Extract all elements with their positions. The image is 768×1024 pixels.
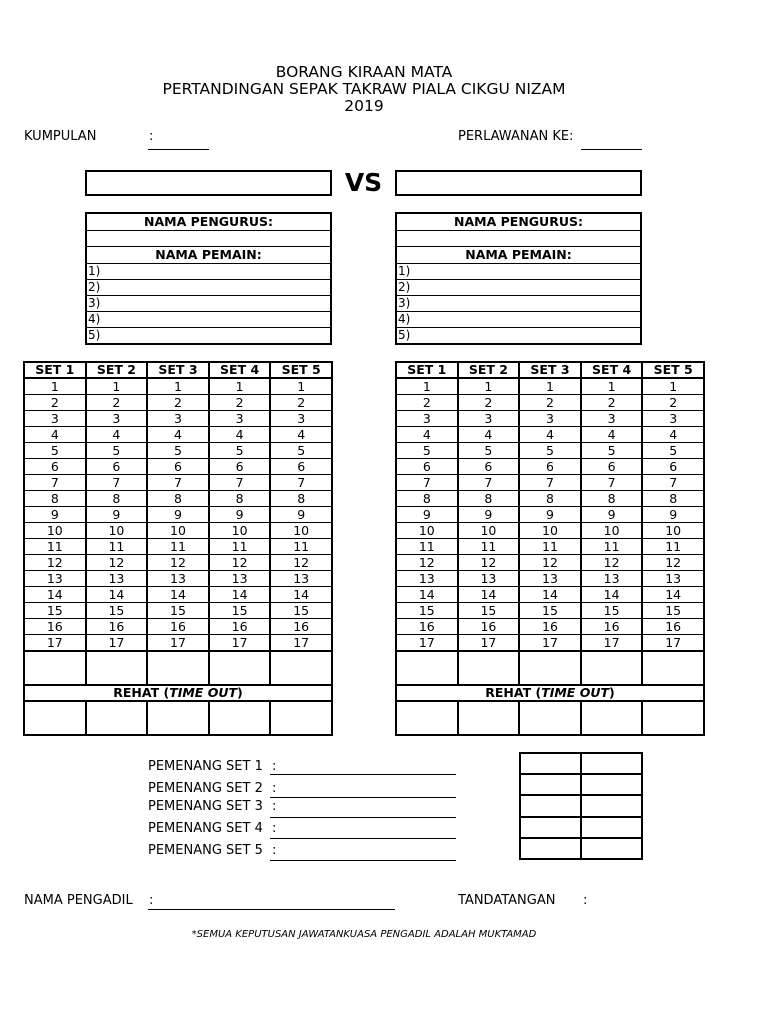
set-5-point-16: 16 (643, 619, 703, 634)
set-2-point-4: 4 (459, 427, 519, 442)
set-5-winner-label: PEMENANG SET 5 (148, 843, 263, 858)
player-slot-2: 2) (397, 280, 640, 295)
set-2-point-17: 17 (459, 635, 519, 650)
set-4-point-11: 11 (582, 539, 642, 554)
team-b-panel (395, 212, 642, 345)
set-2-point-10: 10 (87, 523, 147, 538)
result-cell (521, 754, 580, 773)
group-colon: : (149, 129, 154, 144)
set-5-point-13: 13 (271, 571, 331, 586)
set-result-grid (519, 752, 643, 860)
tournament-name: PERTANDINGAN SEPAK TAKRAW PIALA CIKGU NIZAM (162, 80, 566, 98)
set-4-point-6: 6 (210, 459, 270, 474)
set-1-winner-line (270, 774, 456, 775)
set-3-winner-colon: : (272, 799, 277, 814)
set-1-point-4: 4 (25, 427, 85, 442)
versus-label: VS (344, 168, 383, 197)
set-3-point-6: 6 (520, 459, 580, 474)
set-1-point-4: 4 (397, 427, 457, 442)
set-4-point-11: 11 (210, 539, 270, 554)
set-2-point-10: 10 (459, 523, 519, 538)
set-3-score-box (520, 652, 580, 684)
set-3-time-out-box (148, 702, 208, 734)
set-1-point-9: 9 (25, 507, 85, 522)
set-5-point-10: 10 (643, 523, 703, 538)
set-4-time-out-box (582, 702, 642, 734)
player-slot-1: 1) (87, 264, 330, 279)
set-2-time-out-box (87, 702, 147, 734)
set-1-point-5: 5 (25, 443, 85, 458)
set-3-point-12: 12 (520, 555, 580, 570)
set-2-score-box (459, 652, 519, 684)
set-5-point-17: 17 (643, 635, 703, 650)
set-4-winner-label: PEMENANG SET 4 (148, 821, 263, 836)
set-2-point-7: 7 (87, 475, 147, 490)
set-4-point-13: 13 (210, 571, 270, 586)
set-3-point-13: 13 (520, 571, 580, 586)
set-4-point-16: 16 (210, 619, 270, 634)
match-number-label: PERLAWANAN KE: (458, 129, 574, 144)
set-4-point-14: 14 (210, 587, 270, 602)
team-a-name-box (85, 170, 332, 196)
set-1-point-16: 16 (397, 619, 457, 634)
set-5-time-out-box (643, 702, 703, 734)
time-out-emphasis: TIME OUT (169, 686, 237, 700)
set-3-point-15: 15 (148, 603, 208, 618)
set-1-point-9: 9 (397, 507, 457, 522)
signature-colon: : (583, 893, 588, 908)
set-4-point-3: 3 (582, 411, 642, 426)
set-1-point-2: 2 (25, 395, 85, 410)
set-1-point-14: 14 (397, 587, 457, 602)
set-5-point-14: 14 (271, 587, 331, 602)
time-out-prefix: REHAT ( (485, 686, 542, 700)
set-3-header: SET 3 (148, 363, 208, 377)
set-4-point-2: 2 (210, 395, 270, 410)
set-4-point-5: 5 (210, 443, 270, 458)
set-1-point-12: 12 (25, 555, 85, 570)
set-4-point-12: 12 (582, 555, 642, 570)
set-4-winner-line (270, 838, 456, 839)
manager-name-field (87, 231, 330, 246)
players-label: NAMA PEMAIN: (87, 247, 330, 263)
set-1-point-10: 10 (397, 523, 457, 538)
result-cell (521, 839, 580, 858)
set-2-winner-line (270, 797, 456, 798)
set-5-point-13: 13 (643, 571, 703, 586)
set-3-point-6: 6 (148, 459, 208, 474)
set-2-point-11: 11 (459, 539, 519, 554)
set-2-point-16: 16 (459, 619, 519, 634)
set-1-header: SET 1 (397, 363, 457, 377)
set-3-point-16: 16 (148, 619, 208, 634)
set-1-point-5: 5 (397, 443, 457, 458)
set-2-point-14: 14 (87, 587, 147, 602)
set-4-point-7: 7 (210, 475, 270, 490)
set-2-point-16: 16 (87, 619, 147, 634)
team-b-score-sheet (395, 361, 705, 736)
set-1-point-6: 6 (25, 459, 85, 474)
set-4-point-15: 15 (582, 603, 642, 618)
set-5-point-16: 16 (271, 619, 331, 634)
set-5-point-2: 2 (643, 395, 703, 410)
set-4-point-6: 6 (582, 459, 642, 474)
referee-name-colon: : (149, 893, 154, 908)
set-3-point-1: 1 (148, 379, 208, 394)
set-2-header: SET 2 (87, 363, 147, 377)
set-3-point-5: 5 (148, 443, 208, 458)
manager-label: NAMA PENGURUS: (397, 214, 640, 230)
player-slot-1: 1) (397, 264, 640, 279)
set-3-point-9: 9 (148, 507, 208, 522)
set-1-point-6: 6 (397, 459, 457, 474)
set-5-time-out-box (271, 702, 331, 734)
set-5-point-4: 4 (271, 427, 331, 442)
set-5-header: SET 5 (271, 363, 331, 377)
set-5-point-9: 9 (271, 507, 331, 522)
set-2-point-6: 6 (87, 459, 147, 474)
set-5-point-8: 8 (643, 491, 703, 506)
result-cell (582, 796, 641, 816)
set-5-point-3: 3 (643, 411, 703, 426)
set-4-score-box (210, 652, 270, 684)
set-2-point-11: 11 (87, 539, 147, 554)
set-3-point-8: 8 (148, 491, 208, 506)
set-3-point-11: 11 (148, 539, 208, 554)
set-3-point-7: 7 (148, 475, 208, 490)
set-1-point-8: 8 (397, 491, 457, 506)
set-5-point-8: 8 (271, 491, 331, 506)
player-slot-4: 4) (87, 312, 330, 327)
set-2-point-12: 12 (87, 555, 147, 570)
set-1-point-13: 13 (25, 571, 85, 586)
set-2-point-9: 9 (459, 507, 519, 522)
set-5-point-12: 12 (271, 555, 331, 570)
set-3-point-12: 12 (148, 555, 208, 570)
set-2-point-5: 5 (87, 443, 147, 458)
set-2-point-2: 2 (459, 395, 519, 410)
set-5-winner-line (270, 860, 456, 861)
set-4-point-12: 12 (210, 555, 270, 570)
result-cell (582, 754, 641, 773)
footer-note: *SEMUA KEPUTUSAN JAWATANKUASA PENGADIL ADALAH MUKTAMAD (191, 929, 537, 940)
set-1-point-13: 13 (397, 571, 457, 586)
set-5-score-box (643, 652, 703, 684)
set-1-score-box (25, 652, 85, 684)
set-4-point-4: 4 (582, 427, 642, 442)
set-4-point-9: 9 (210, 507, 270, 522)
set-2-point-9: 9 (87, 507, 147, 522)
set-4-point-10: 10 (210, 523, 270, 538)
set-3-time-out-box (520, 702, 580, 734)
set-3-point-2: 2 (520, 395, 580, 410)
set-3-point-9: 9 (520, 507, 580, 522)
set-5-point-10: 10 (271, 523, 331, 538)
set-2-point-1: 1 (87, 379, 147, 394)
set-1-point-10: 10 (25, 523, 85, 538)
set-1-point-3: 3 (397, 411, 457, 426)
set-5-point-3: 3 (271, 411, 331, 426)
set-5-point-6: 6 (643, 459, 703, 474)
set-5-point-12: 12 (643, 555, 703, 570)
set-1-point-2: 2 (397, 395, 457, 410)
set-2-point-2: 2 (87, 395, 147, 410)
set-5-score-box (271, 652, 331, 684)
set-1-point-7: 7 (397, 475, 457, 490)
set-4-point-7: 7 (582, 475, 642, 490)
set-1-point-14: 14 (25, 587, 85, 602)
set-5-point-11: 11 (643, 539, 703, 554)
time-out-row (397, 686, 703, 700)
set-3-point-17: 17 (148, 635, 208, 650)
set-3-point-1: 1 (520, 379, 580, 394)
set-4-point-17: 17 (582, 635, 642, 650)
set-3-point-16: 16 (520, 619, 580, 634)
set-3-winner-line (270, 817, 456, 818)
result-cell (521, 796, 580, 816)
set-5-point-5: 5 (643, 443, 703, 458)
set-2-time-out-box (459, 702, 519, 734)
set-1-winner-colon: : (272, 759, 277, 774)
set-1-point-12: 12 (397, 555, 457, 570)
set-1-point-8: 8 (25, 491, 85, 506)
time-out-row (25, 686, 331, 700)
set-1-point-16: 16 (25, 619, 85, 634)
result-cell (521, 818, 580, 837)
set-5-point-5: 5 (271, 443, 331, 458)
set-5-point-7: 7 (643, 475, 703, 490)
set-1-header: SET 1 (25, 363, 85, 377)
set-4-winner-colon: : (272, 821, 277, 836)
set-4-point-3: 3 (210, 411, 270, 426)
set-3-point-4: 4 (148, 427, 208, 442)
set-4-point-9: 9 (582, 507, 642, 522)
set-3-point-5: 5 (520, 443, 580, 458)
set-3-point-2: 2 (148, 395, 208, 410)
set-2-point-12: 12 (459, 555, 519, 570)
set-5-point-15: 15 (643, 603, 703, 618)
set-1-point-3: 3 (25, 411, 85, 426)
set-3-point-8: 8 (520, 491, 580, 506)
set-3-point-10: 10 (520, 523, 580, 538)
referee-name-label: NAMA PENGADIL (24, 893, 133, 908)
set-2-point-17: 17 (87, 635, 147, 650)
manager-name-field (397, 231, 640, 246)
set-5-point-6: 6 (271, 459, 331, 474)
time-out-suffix: ) (609, 686, 615, 700)
set-2-point-1: 1 (459, 379, 519, 394)
player-slot-5: 5) (87, 328, 330, 343)
set-4-time-out-box (210, 702, 270, 734)
set-5-point-15: 15 (271, 603, 331, 618)
set-5-winner-colon: : (272, 843, 277, 858)
form-title: BORANG KIRAAN MATA (275, 63, 453, 81)
set-3-score-box (148, 652, 208, 684)
set-1-point-17: 17 (25, 635, 85, 650)
set-2-point-13: 13 (459, 571, 519, 586)
set-1-point-11: 11 (25, 539, 85, 554)
set-4-header: SET 4 (210, 363, 270, 377)
player-slot-2: 2) (87, 280, 330, 295)
time-out-prefix: REHAT ( (113, 686, 170, 700)
set-5-point-11: 11 (271, 539, 331, 554)
set-4-point-1: 1 (210, 379, 270, 394)
set-3-point-17: 17 (520, 635, 580, 650)
result-cell (582, 775, 641, 794)
set-2-point-14: 14 (459, 587, 519, 602)
tournament-year: 2019 (344, 97, 384, 115)
set-2-header: SET 2 (459, 363, 519, 377)
set-2-point-15: 15 (87, 603, 147, 618)
set-1-point-1: 1 (25, 379, 85, 394)
set-4-point-1: 1 (582, 379, 642, 394)
set-1-point-11: 11 (397, 539, 457, 554)
match-number-value-line (581, 149, 642, 150)
manager-label: NAMA PENGURUS: (87, 214, 330, 230)
set-3-header: SET 3 (520, 363, 580, 377)
time-out-emphasis: TIME OUT (541, 686, 609, 700)
set-2-point-15: 15 (459, 603, 519, 618)
set-4-point-10: 10 (582, 523, 642, 538)
set-3-point-13: 13 (148, 571, 208, 586)
set-3-point-14: 14 (520, 587, 580, 602)
result-cell (582, 818, 641, 837)
result-cell (582, 839, 641, 858)
set-4-point-2: 2 (582, 395, 642, 410)
group-value-line (148, 149, 209, 150)
set-3-point-15: 15 (520, 603, 580, 618)
set-3-point-11: 11 (520, 539, 580, 554)
set-5-point-14: 14 (643, 587, 703, 602)
set-3-winner-label: PEMENANG SET 3 (148, 799, 263, 814)
set-5-point-7: 7 (271, 475, 331, 490)
set-3-point-3: 3 (520, 411, 580, 426)
player-slot-5: 5) (397, 328, 640, 343)
team-a-score-sheet (23, 361, 333, 736)
set-2-score-box (87, 652, 147, 684)
set-4-point-8: 8 (582, 491, 642, 506)
set-2-winner-label: PEMENANG SET 2 (148, 781, 263, 796)
result-cell (521, 775, 580, 794)
set-3-point-3: 3 (148, 411, 208, 426)
set-4-point-8: 8 (210, 491, 270, 506)
set-2-winner-colon: : (272, 781, 277, 796)
team-a-panel (85, 212, 332, 345)
set-5-header: SET 5 (643, 363, 703, 377)
group-label: KUMPULAN (24, 129, 97, 144)
set-1-point-15: 15 (25, 603, 85, 618)
set-2-point-8: 8 (459, 491, 519, 506)
set-1-score-box (397, 652, 457, 684)
set-2-point-3: 3 (459, 411, 519, 426)
player-slot-3: 3) (87, 296, 330, 311)
set-5-point-4: 4 (643, 427, 703, 442)
set-3-point-14: 14 (148, 587, 208, 602)
set-4-point-5: 5 (582, 443, 642, 458)
set-4-point-13: 13 (582, 571, 642, 586)
set-4-score-box (582, 652, 642, 684)
set-3-point-7: 7 (520, 475, 580, 490)
set-1-point-15: 15 (397, 603, 457, 618)
players-label: NAMA PEMAIN: (397, 247, 640, 263)
set-5-point-9: 9 (643, 507, 703, 522)
set-5-point-2: 2 (271, 395, 331, 410)
set-4-point-15: 15 (210, 603, 270, 618)
set-2-point-5: 5 (459, 443, 519, 458)
set-2-point-6: 6 (459, 459, 519, 474)
set-5-point-1: 1 (643, 379, 703, 394)
team-b-name-box (395, 170, 642, 196)
set-4-point-17: 17 (210, 635, 270, 650)
referee-name-line (148, 909, 395, 910)
set-3-point-10: 10 (148, 523, 208, 538)
set-1-point-7: 7 (25, 475, 85, 490)
set-4-header: SET 4 (582, 363, 642, 377)
set-2-point-13: 13 (87, 571, 147, 586)
set-4-point-14: 14 (582, 587, 642, 602)
set-1-point-1: 1 (397, 379, 457, 394)
set-1-time-out-box (397, 702, 457, 734)
set-2-point-3: 3 (87, 411, 147, 426)
time-out-suffix: ) (237, 686, 243, 700)
set-1-time-out-box (25, 702, 85, 734)
signature-label: TANDATANGAN (458, 893, 556, 908)
set-4-point-16: 16 (582, 619, 642, 634)
set-5-point-17: 17 (271, 635, 331, 650)
set-2-point-8: 8 (87, 491, 147, 506)
set-2-point-7: 7 (459, 475, 519, 490)
set-4-point-4: 4 (210, 427, 270, 442)
set-5-point-1: 1 (271, 379, 331, 394)
set-3-point-4: 4 (520, 427, 580, 442)
player-slot-3: 3) (397, 296, 640, 311)
set-1-point-17: 17 (397, 635, 457, 650)
set-1-winner-label: PEMENANG SET 1 (148, 759, 263, 774)
set-2-point-4: 4 (87, 427, 147, 442)
player-slot-4: 4) (397, 312, 640, 327)
